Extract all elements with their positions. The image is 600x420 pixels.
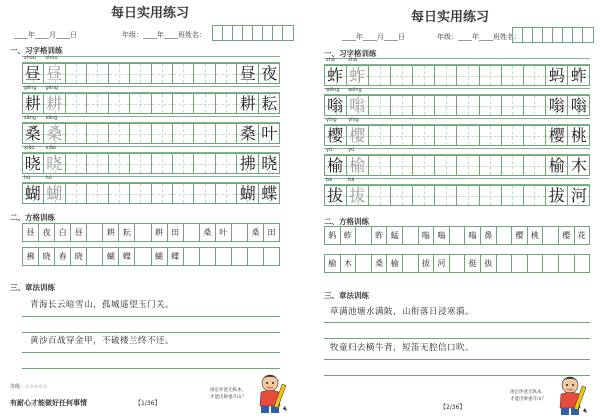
grid-cell[interactable] [480,156,502,175]
practice-row[interactable] [22,56,280,84]
box-row-1[interactable] [22,223,280,242]
grid-cell[interactable] [66,64,87,83]
pinyin-label: yú [326,147,333,153]
practice-row[interactable] [324,88,590,116]
box-character[interactable]: 木 [341,255,357,272]
worksheet-page-2 [300,0,600,420]
grid-cell[interactable] [194,184,215,203]
page-title: 每日实用练习 [410,10,489,25]
page-number: 【1/36】 [135,400,161,407]
box-character[interactable]: 耕 [103,224,119,241]
box-cell-blank[interactable] [528,255,544,272]
box-character[interactable]: 蝴 [152,248,168,265]
box-character[interactable]: 拂 [23,248,39,265]
box-character[interactable]: 晓 [39,248,55,265]
model-character: 耕 [24,94,41,113]
pinyin-label: sāng [45,115,58,121]
grid-cell[interactable] [109,64,130,83]
pinyin-label: wēng [326,87,340,93]
model-character: 樱 [327,126,344,145]
pinyin-label: hú [24,175,31,181]
practice-row[interactable] [324,118,590,146]
word-character: 晓 [261,154,278,173]
model-character: 嗡 [327,96,344,115]
box-character[interactable]: 蝴 [103,248,119,265]
box-cell-blank[interactable] [184,248,200,265]
grid-cell[interactable] [435,126,457,145]
grid-cell[interactable] [130,124,151,143]
name-grid[interactable] [512,27,594,43]
sentence-1: 草满池塘水满陂，山衔落日浸寒漪。 [330,307,475,317]
box-character[interactable]: 蝶 [119,248,135,265]
grid-cell[interactable] [194,124,215,143]
grid-cell[interactable] [194,94,215,113]
pinyin-line [22,116,280,123]
box-character[interactable]: 夜 [39,224,55,241]
writing-line[interactable] [22,352,280,353]
box-character[interactable]: 嗡 [419,227,435,244]
trace-character: 桑 [46,124,63,143]
pinyin-label: bá [326,177,333,183]
grid-cell[interactable] [457,156,479,175]
grid-cell[interactable] [216,124,237,143]
box-cell-blank[interactable] [232,248,248,265]
grid-cell[interactable] [87,94,108,113]
trace-character: 蚱 [349,66,366,85]
grid-cell[interactable] [173,124,194,143]
grid-cell[interactable] [524,66,546,85]
word-character: 樱 [548,126,565,145]
pinyin-line [324,148,590,155]
grid-cell[interactable] [480,96,502,115]
name-grid[interactable] [212,25,294,41]
grid-cell[interactable] [173,184,194,203]
box-cell-blank[interactable] [512,255,528,272]
grid-cell[interactable] [391,156,413,175]
section-heading-3: 三、章法训练 [324,291,369,300]
word-character: 河 [570,186,587,205]
box-cell-blank[interactable] [403,227,419,244]
word-character: 耕 [239,94,256,113]
pinyin-line [324,88,590,95]
box-row-1[interactable] [324,226,590,245]
practice-row[interactable] [22,116,280,144]
grid-cell[interactable] [391,186,413,205]
model-character: 蝴 [24,184,41,203]
pinyin-line [324,118,590,125]
box-character[interactable]: 榆 [325,255,341,272]
page-title: 每日实用练习 [110,6,189,21]
word-character: 夜 [261,64,278,83]
box-character[interactable]: 嗡 [434,227,450,244]
box-cell-blank[interactable] [135,224,151,241]
box-character[interactable]: 桑 [248,224,264,241]
grid-cell[interactable] [130,94,151,113]
grid-cell[interactable] [457,96,479,115]
box-character[interactable]: 叶 [216,224,232,241]
box-character[interactable]: 桃 [528,227,544,244]
box-character[interactable]: 蚱 [372,227,388,244]
box-cell-blank[interactable] [216,248,232,265]
grid-cell[interactable] [524,156,546,175]
grid-cell[interactable] [524,186,546,205]
pinyin-line [324,58,590,65]
box-character[interactable]: 嗡 [465,227,481,244]
grid-cell[interactable] [152,94,173,113]
grid-cell[interactable] [66,184,87,203]
pinyin-label: zhòu [24,55,37,61]
model-character: 拔 [327,186,344,205]
class-name-line: 年级：____年____班姓名： [437,33,521,41]
writing-line[interactable] [22,368,280,369]
grid-cell[interactable] [457,126,479,145]
grid-cell[interactable] [435,156,457,175]
practice-row[interactable] [324,58,590,86]
model-character: 桑 [24,124,41,143]
grid-cell[interactable] [502,96,524,115]
pinyin-line [324,178,590,185]
grid-cell[interactable] [369,96,391,115]
box-character[interactable]: 昼 [71,224,87,241]
grid-cell[interactable] [109,94,130,113]
practice-grid[interactable] [22,56,280,206]
grid-cell[interactable] [130,154,151,173]
grid-cell[interactable] [502,66,524,85]
box-character[interactable]: 拔 [481,255,497,272]
grid-cell[interactable] [130,64,151,83]
box-character[interactable]: 春 [55,248,71,265]
grid-cell[interactable] [216,154,237,173]
pinyin-label: xiǎo [45,145,56,151]
box-character[interactable]: 晓 [71,248,87,265]
practice-row[interactable] [22,146,280,174]
writing-line[interactable] [324,322,590,323]
box-character[interactable]: 蚱 [341,227,357,244]
pinyin-line [22,176,280,183]
box-character[interactable]: 白 [55,224,71,241]
grid-cell[interactable] [66,94,87,113]
grid-cell[interactable] [216,184,237,203]
trace-character: 蝴 [46,184,63,203]
section-heading-3: 三、章法训练 [10,283,55,292]
grid-cell[interactable] [152,154,173,173]
box-row-2[interactable] [22,247,280,266]
grid-cell[interactable] [216,64,237,83]
word-character: 嗡 [548,96,565,115]
grid-cell[interactable] [435,96,457,115]
pinyin-label: zhà [326,57,335,63]
box-cell-blank[interactable] [356,227,372,244]
word-character: 蝶 [261,184,278,203]
box-cell-blank[interactable] [497,227,513,244]
grid-cell[interactable] [369,66,391,85]
box-character[interactable]: 花 [577,231,586,240]
pinyin-label: yīng [326,117,337,123]
grid-cell[interactable] [457,186,479,205]
box-cell-blank[interactable] [543,255,559,272]
box-cell-blank[interactable] [264,248,279,265]
grid-cell[interactable] [216,94,237,113]
box-cell-blank[interactable] [403,255,419,272]
pinyin-label: hú [45,175,52,181]
grid-cell[interactable] [369,186,391,205]
pinyin-line [22,146,280,153]
word-character: 蚱 [570,66,587,85]
trace-character: 樱 [349,126,366,145]
word-character: 桃 [570,126,587,145]
pinyin-label: sāng [24,115,37,121]
word-character: 蝴 [239,184,256,203]
model-character: 榆 [327,156,344,175]
model-character: 昼 [24,64,41,83]
grid-cell[interactable] [435,186,457,205]
pinyin-line [22,56,280,63]
grid-cell[interactable] [480,186,502,205]
model-character: 晓 [24,154,41,173]
box-cell-blank[interactable] [497,255,513,272]
word-character: 叶 [261,124,278,143]
box-character[interactable]: 田 [267,228,276,237]
box-cell-blank[interactable] [135,248,151,265]
grid-cell[interactable] [391,96,413,115]
trace-character: 榆 [349,156,366,175]
sentence-2: 牧童归去横牛背，短笛无腔信口吹。 [330,343,475,353]
grid-cell[interactable] [413,186,435,205]
box-character[interactable]: 榆 [387,255,403,272]
grid-cell[interactable] [152,184,173,203]
grid-cell[interactable] [502,126,524,145]
pinyin-label: yú [348,147,355,153]
word-character: 蚂 [548,66,565,85]
word-character: 拔 [548,186,565,205]
grid-cell[interactable] [109,184,130,203]
box-character[interactable]: 桑 [200,224,216,241]
sentence-2: 黄沙百战穿金甲，不破楼兰终不还。 [30,336,175,346]
grid-cell[interactable] [413,66,435,85]
box-character[interactable]: 蝶 [168,248,184,265]
grid-cell[interactable] [66,124,87,143]
pinyin-label: wēng [348,87,362,93]
trace-character: 拔 [349,186,366,205]
motto: 有耐心才能做好任何事情 [10,399,87,407]
box-cell-blank[interactable] [575,255,590,272]
boy-with-pencil-icon [252,370,292,416]
box-cell-blank[interactable] [450,255,466,272]
box-character[interactable]: 鼻 [481,227,497,244]
pinyin-label: yīng [348,117,359,123]
grid-cell[interactable] [87,154,108,173]
writing-line[interactable] [22,316,280,317]
grid-cell[interactable] [502,186,524,205]
box-cell-blank[interactable] [232,224,248,241]
sentence-1: 青海长云暗雪山，孤城遥望玉门关。 [30,300,175,310]
box-character[interactable]: 耕 [152,224,168,241]
grid-cell[interactable] [480,126,502,145]
page-number: 【2/36】 [440,404,466,411]
grid-cell[interactable] [391,66,413,85]
writing-line[interactable] [324,338,590,339]
pinyin-label: zhà [348,57,358,63]
pinyin-label: gēng [45,85,59,91]
box-character[interactable]: 耘 [119,224,135,241]
word-character: 拂 [239,154,256,173]
pinyin-label: gēng [24,85,37,91]
trace-character: 嗡 [349,96,366,115]
quote: 闲定坪意无纵本， 才能出辩重开山？ [210,388,246,400]
practice-row[interactable] [22,176,280,204]
grid-cell[interactable] [457,66,479,85]
pinyin-label: zhòu [45,55,58,61]
practice-row[interactable] [324,178,590,206]
writing-line[interactable] [22,332,280,333]
word-character: 耘 [261,94,278,113]
grid-cell[interactable] [152,124,173,143]
grid-cell[interactable] [173,94,194,113]
box-cell-blank[interactable] [87,248,103,265]
quote: 闲定坪意无纵本， 才能出辩重开山？ [510,390,546,402]
box-character[interactable]: 昼 [23,224,39,241]
date-line: ____年____月____日 [14,31,77,39]
date-line: ____年____月____日 [342,33,405,41]
box-character[interactable]: 田 [168,224,184,241]
box-cell-blank[interactable] [87,224,103,241]
trace-character: 耕 [46,94,63,113]
word-character: 榆 [548,156,565,175]
grid-cell[interactable] [435,66,457,85]
section-heading-1: 一、习字格训练 [10,46,63,55]
word-character: 木 [570,156,587,175]
grid-cell[interactable] [109,124,130,143]
word-character: 昼 [239,64,256,83]
rating-stars: 等级：☆☆☆☆☆ [10,384,48,390]
section-heading-2: 二、方格训练 [10,213,55,222]
word-character: 桑 [239,124,256,143]
box-character[interactable]: 樱 [512,227,528,244]
grid-cell[interactable] [109,154,130,173]
box-cell-blank[interactable] [450,227,466,244]
grid-cell[interactable] [413,96,435,115]
grid-cell[interactable] [502,156,524,175]
box-character[interactable]: 蚂 [325,227,341,244]
grid-cell[interactable] [524,96,546,115]
grid-cell[interactable] [66,154,87,173]
box-cell-blank[interactable] [543,227,559,244]
section-heading-1: 一、习字格训练 [324,49,377,58]
pinyin-label: bá [348,177,355,183]
grid-cell[interactable] [194,64,215,83]
model-character: 蚱 [327,66,344,85]
trace-character: 昼 [46,64,63,83]
grid-cell[interactable] [152,64,173,83]
box-character[interactable]: 拔 [419,255,435,272]
pinyin-label: xiǎo [24,145,35,151]
word-character: 嗡 [570,96,587,115]
practice-grid[interactable] [324,58,590,208]
writing-line[interactable] [324,375,590,376]
grid-cell[interactable] [87,184,108,203]
grid-cell[interactable] [413,156,435,175]
box-cell-blank[interactable] [248,248,264,265]
grid-cell[interactable] [130,184,151,203]
box-character[interactable]: 河 [434,255,450,272]
grid-cell[interactable] [87,64,108,83]
grid-cell[interactable] [524,126,546,145]
boy-with-pencil-icon [552,372,592,418]
grid-cell[interactable] [87,124,108,143]
trace-character: 晓 [46,154,63,173]
grid-cell[interactable] [369,156,391,175]
grid-cell[interactable] [194,154,215,173]
box-character[interactable]: 桑 [372,255,388,272]
grid-cell[interactable] [413,126,435,145]
grid-cell[interactable] [173,64,194,83]
box-character[interactable]: 樱 [559,227,575,244]
class-name-line: 年级：____年____班姓名： [122,31,206,39]
box-character[interactable]: 挺 [465,255,481,272]
section-heading-2: 二、方格训练 [324,217,369,226]
box-row-2[interactable] [324,254,590,273]
practice-row[interactable] [22,86,280,114]
grid-cell[interactable] [173,154,194,173]
practice-row[interactable] [324,148,590,176]
box-character[interactable]: 蜢 [387,227,403,244]
box-cell-blank[interactable] [356,255,372,272]
grid-cell[interactable] [369,126,391,145]
box-cell-blank[interactable] [559,255,575,272]
grid-cell[interactable] [480,66,502,85]
pinyin-line [22,86,280,93]
writing-line[interactable] [324,359,590,360]
box-cell-blank[interactable] [200,248,216,265]
box-cell-blank[interactable] [184,224,200,241]
grid-cell[interactable] [391,126,413,145]
